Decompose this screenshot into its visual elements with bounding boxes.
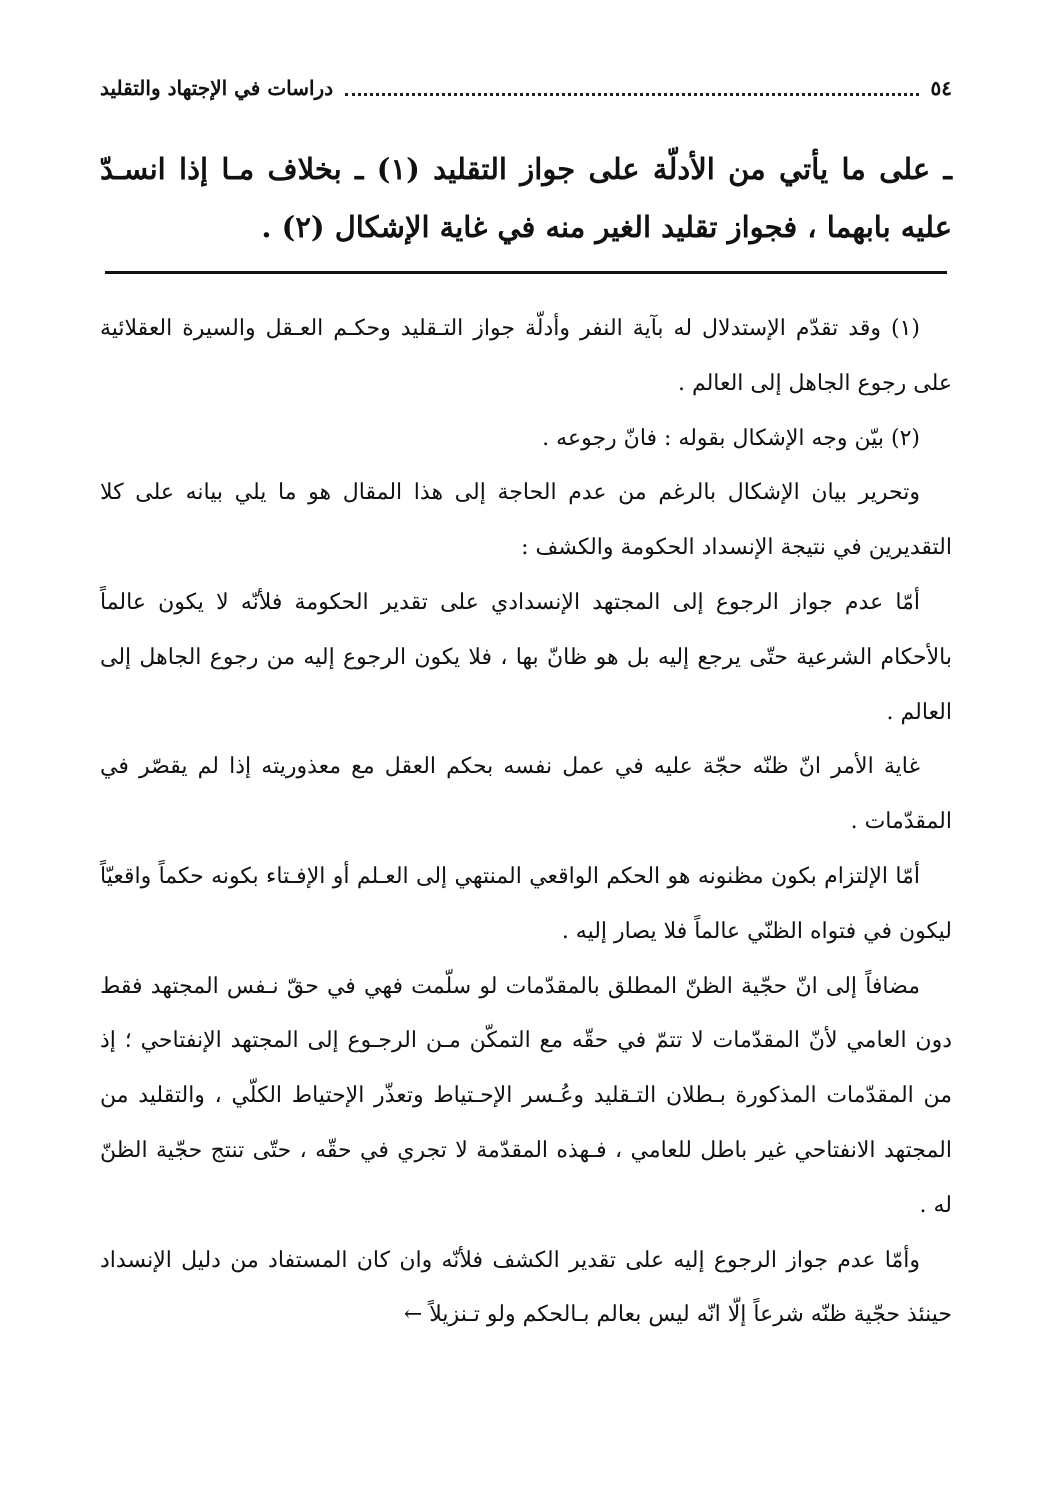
commentary-block bbox=[100, 302, 952, 1343]
paragraph-1: وتحرير بيان الإشكال بالرغم من عدم الحاجة إلى هذا المقال هو ما يلي بيانه على كلا التقديرين في نتيجة الإنسداد الحكومة والكشف : bbox=[100, 480, 952, 561]
main-text-block bbox=[100, 140, 952, 256]
footnote-2: (٢) بيّن وجه الإشكال بقوله : فانّ رجوعه . bbox=[542, 425, 920, 451]
running-header bbox=[100, 70, 952, 106]
paragraph-2: أمّا عدم جواز الرجوع إلى المجتهد الإنسدادي على تقدير الحكومة فلأنّه لا يكون عالماً بالأحكام الشرعية حتّى يرجع إليه بل هو ظانّ بها ، فلا يكون الرجوع إليه من رجوع الجاهل إلى العالم . bbox=[100, 589, 952, 725]
footnote-separator bbox=[105, 271, 947, 274]
book-title: دراسات في الإجتهاد والتقليد bbox=[100, 76, 334, 100]
leader-dots bbox=[345, 93, 918, 96]
paragraph-4: أمّا الإلتزام بكون مظنونه هو الحكم الواقعي المنتهي إلى العـلم أو الإفـتاء بكونه حكماً واقعيّاً ليكون في فتواه الظنّي عالماً فلا يصار إليه . bbox=[100, 863, 952, 944]
footnote-1: (١) وقد تقدّم الإستدلال له بآية النفر وأدلّة جواز التـقليد وحكـم العـقل والسيرة العقلائية على رجوع الجاهل إلى العالم . bbox=[100, 316, 952, 396]
page-number: ٥٤ bbox=[930, 76, 952, 100]
paragraph-3: غاية الأمر انّ ظنّه حجّة عليه في عمل نفسه بحكم العقل مع معذوريته إذا لم يقصّر في المقدّمات . bbox=[100, 754, 952, 835]
paragraph-6: وأمّا عدم جواز الرجوع إليه على تقدير الكشف فلأنّه وان كان المستفاد من دليل الإنسداد حينئذ حجّية ظنّه شرعاً إلّا انّه ليس بعالم بـالحكم ولو تـنزيلاً ← bbox=[100, 1247, 952, 1328]
paragraph-5: مضافاً إلى انّ حجّية الظنّ المطلق بالمقدّمات لو سلّمت فهي في حقّ نـفس المجتهد فقط دون العامي لأنّ المقدّمات لا تتمّ في حقّه مع التمكّن مـن الرجـوع إلى المجتهد الإنفتاحي ؛ إذ من المقدّمات المذكورة بـطلان التـقليد وعُـسر الإحـتياط وتعذّر الإحتياط الكلّي ، والتقليد من المجتهد الانفتاحي غير باطل للعامي ، فـهذه المقدّمة لا تجري في حقّه ، حتّى تنتج حجّية الظنّ له . bbox=[100, 973, 952, 1218]
main-text-paragraph: ـ على ما يأتي من الأدلّة على جواز التقليد (١) ـ بخلاف مـا إذا انسـدّ عليه بابهما ، فجواز تقليد الغير منه في غاية الإشكال (٢) . bbox=[100, 152, 952, 244]
